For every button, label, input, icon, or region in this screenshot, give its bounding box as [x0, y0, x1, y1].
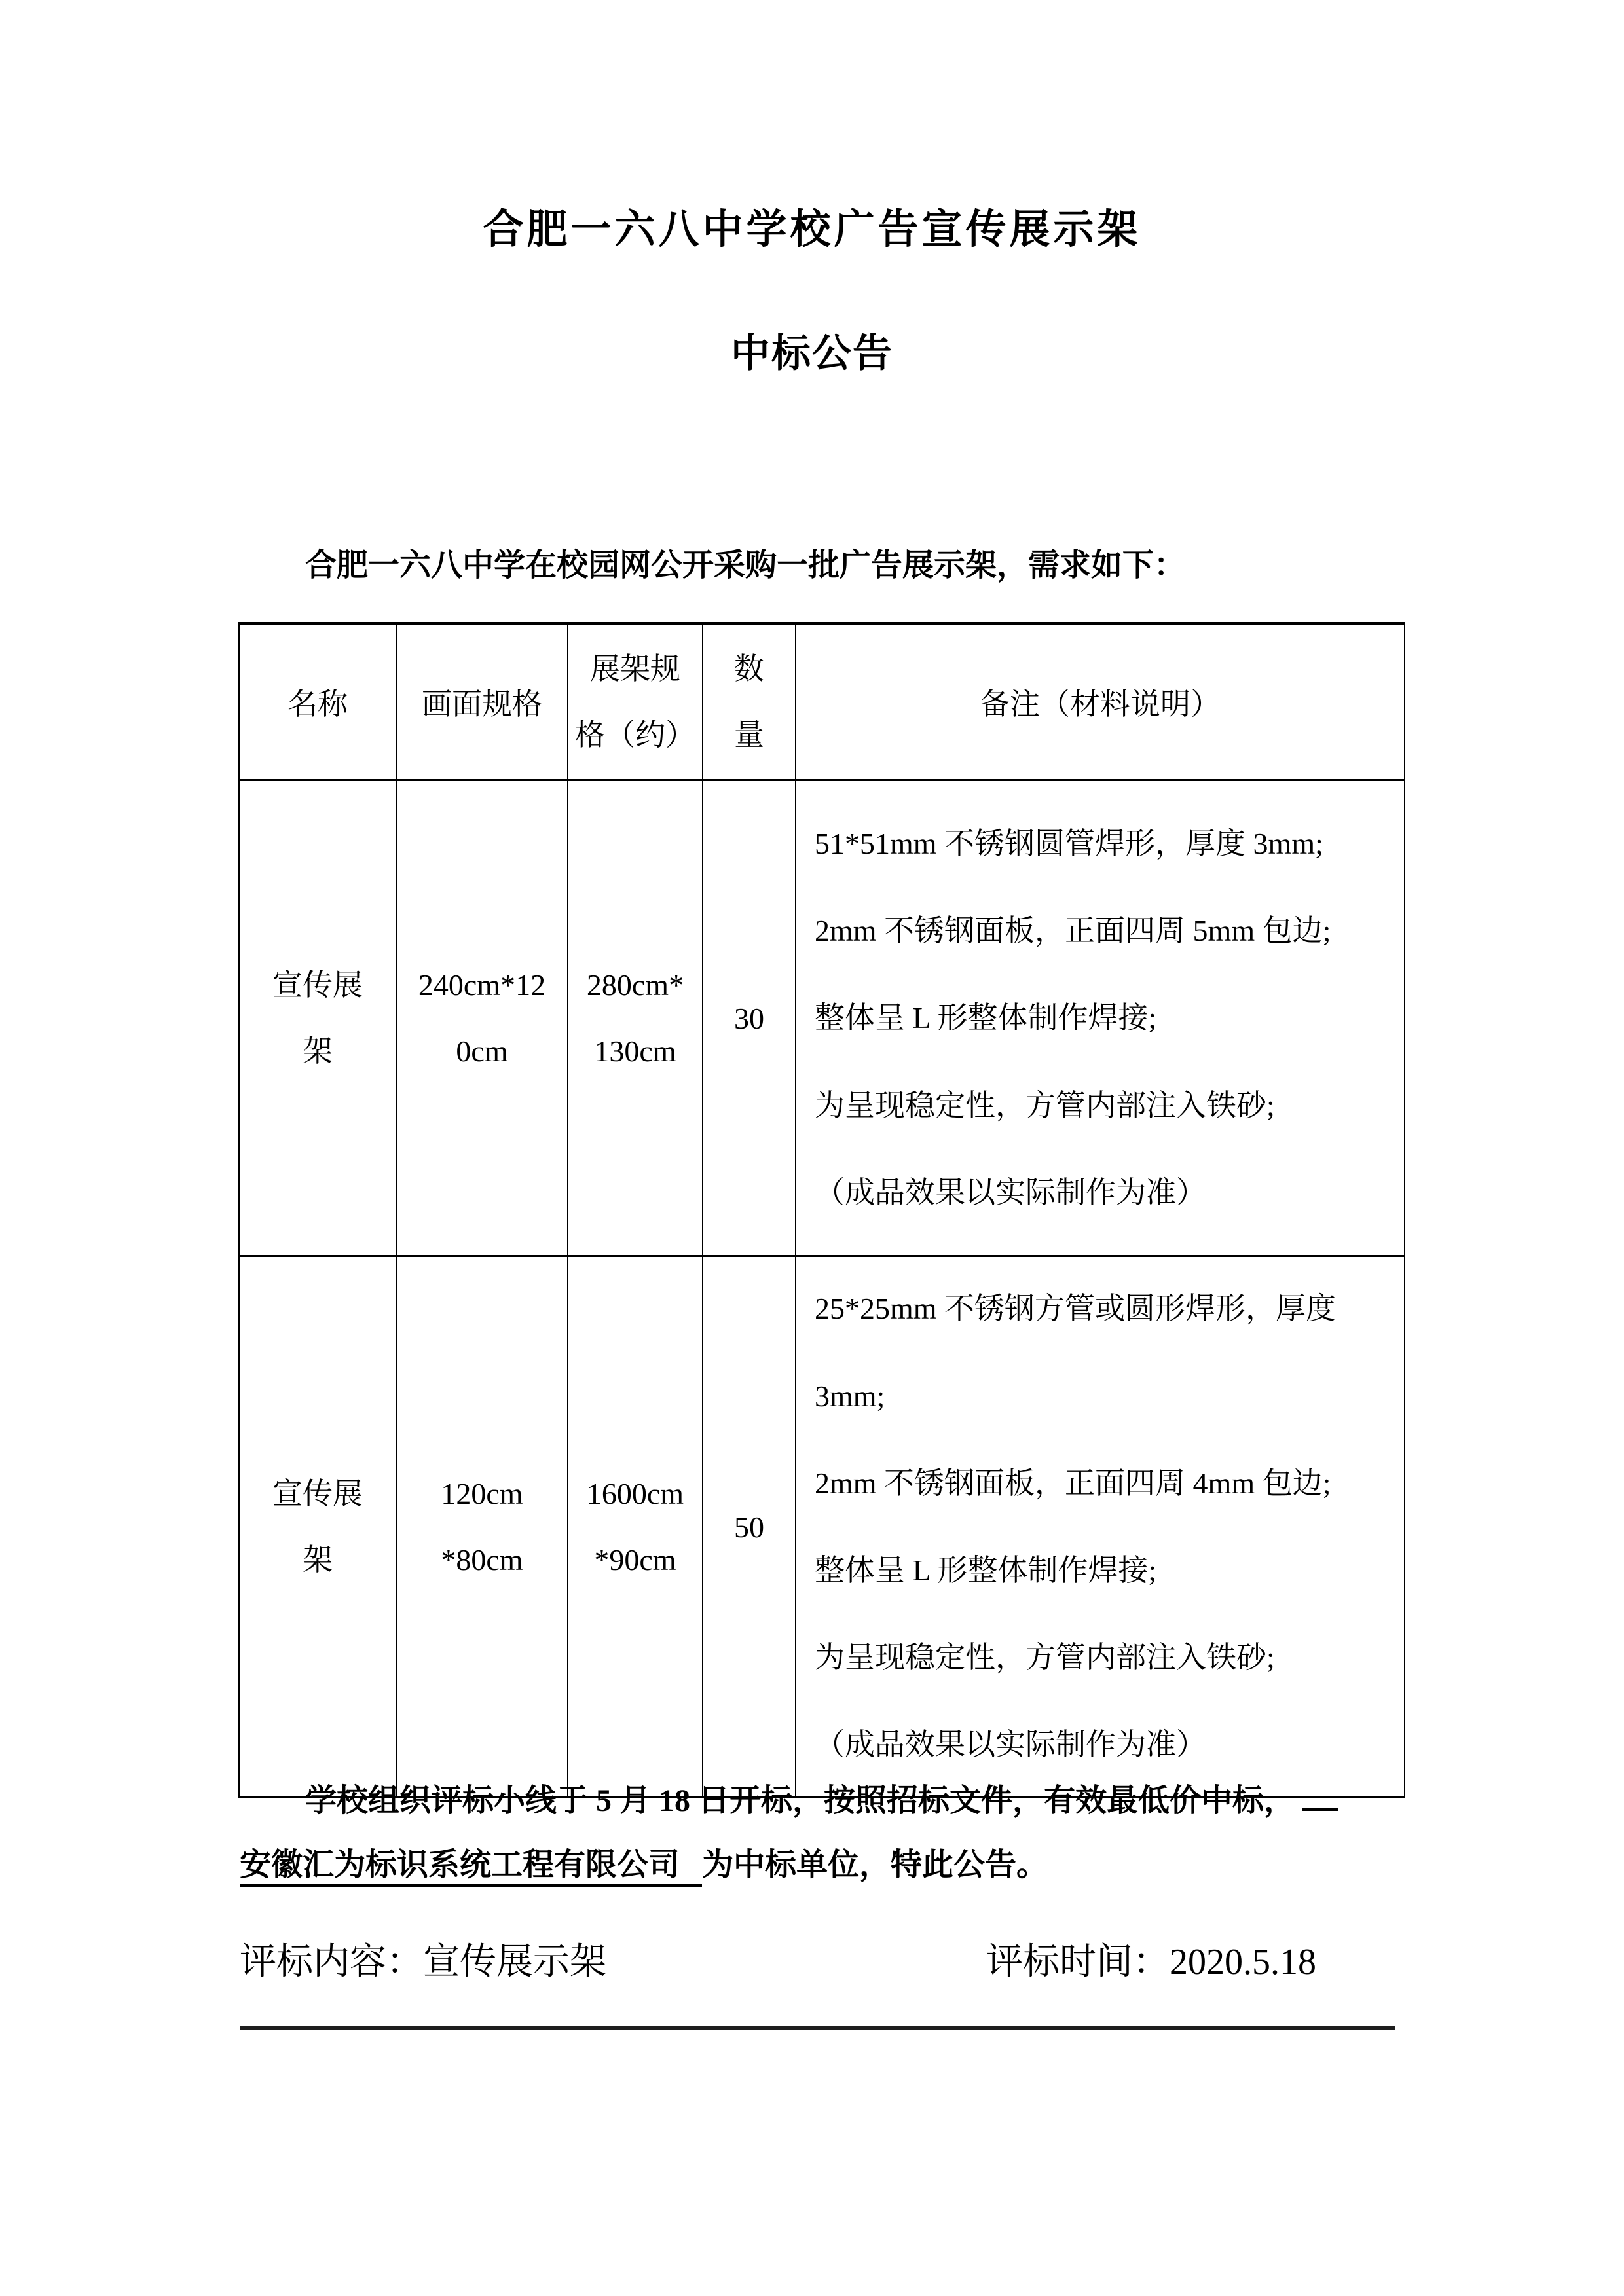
row2-rack-spec: 1600cm *90cm [568, 1256, 703, 1798]
closing-line-2 [240, 1833, 1418, 1897]
table-row-1 [239, 780, 1405, 1256]
header-screen-spec: 画面规格 [396, 623, 568, 780]
row2-screen-spec: 120cm *80cm [396, 1256, 568, 1798]
header-quantity: 数 量 [703, 623, 796, 780]
winner-company-name: 安徽汇为标识系统工程有限公司 [240, 1848, 702, 1887]
row1-quantity: 30 [703, 780, 796, 1256]
closing-line-1-text: 学校组织评标小线于 5 月 18 日开标，按照招标文件，有效最低价中标， [305, 1783, 1296, 1818]
horizontal-rule [240, 2026, 1395, 2030]
header-rack-spec: 展架规 格（约） [568, 623, 703, 780]
document-subtitle: 中标公告 [731, 332, 893, 375]
intro-paragraph: 合肥一六八中学在校园网公开采购一批广告展示架，需求如下： [305, 548, 1186, 583]
table-header-row [239, 623, 1405, 780]
row2-remarks: 25*25mm 不锈钢方管或圆形焊形，厚度 3mm; 2mm 不锈钢面板，正面四周 4mm 包边; 整体呈 L 形整体制作焊接; 为呈现稳定性，方管内部注入铁砂; （成品效果以实际制作为准） [796, 1256, 1405, 1798]
closing-line-1 [240, 1769, 1418, 1833]
row1-name: 宣传展 架 [239, 780, 396, 1256]
row2-name: 宣传展 架 [239, 1256, 396, 1798]
row2-quantity: 50 [703, 1256, 796, 1798]
closing-paragraph [240, 1769, 1418, 1897]
header-remark: 备注（材料说明） [796, 623, 1405, 780]
evaluation-time-label: 评标时间：2020.5.18 [986, 1942, 1316, 1982]
table-row-2 [239, 1256, 1405, 1798]
header-name: 名称 [239, 623, 396, 780]
row1-rack-spec: 280cm* 130cm [568, 780, 703, 1256]
row1-screen-spec: 240cm*12 0cm [396, 780, 568, 1256]
requirements-table [238, 622, 1405, 1798]
evaluation-content-label: 评标内容：宣传展示架 [240, 1942, 606, 1982]
row1-remarks: 51*51mm 不锈钢圆管焊形，厚度 3mm; 2mm 不锈钢面板，正面四周 5mm 包边; 整体呈 L 形整体制作焊接; 为呈现稳定性，方管内部注入铁砂; （成品效果以实际制作为准） [796, 780, 1405, 1256]
blank-underline [1302, 1801, 1338, 1811]
document-title: 合肥一六八中学校广告宣传展示架 [483, 208, 1141, 252]
closing-line-2-text: 为中标单位，特此公告。 [702, 1848, 1048, 1882]
evaluation-info-row [240, 1933, 1404, 1985]
